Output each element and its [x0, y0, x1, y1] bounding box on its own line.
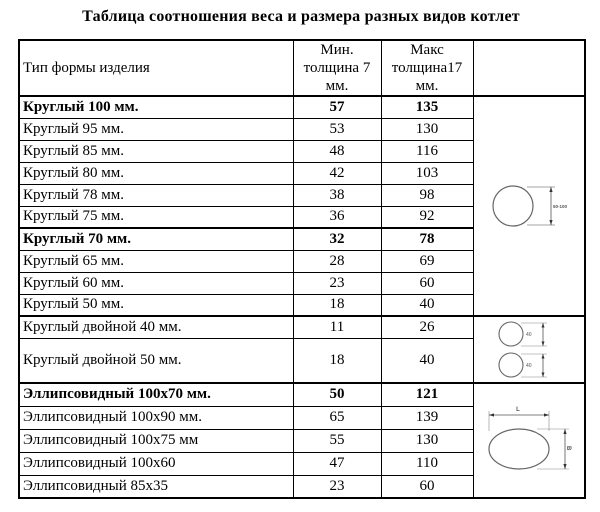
row-min-value: 55 — [293, 429, 381, 452]
row-max-value: 60 — [381, 272, 473, 294]
ellipse-length-label: L — [515, 406, 520, 413]
row-label: Круглый 70 мм. — [19, 228, 293, 250]
row-min-value: 32 — [293, 228, 381, 250]
row-label: Эллипсовидный 100х60 — [19, 452, 293, 475]
ellipse-dimension-diagram — [477, 401, 581, 481]
row-label: Круглый 65 мм. — [19, 250, 293, 272]
row-min-value: 36 — [293, 206, 381, 228]
row-min-value: 53 — [293, 118, 381, 140]
header-min-line1: Мин. — [320, 42, 354, 58]
row-max-value: 92 — [381, 206, 473, 228]
row-min-value: 42 — [293, 162, 381, 184]
header-max-line3: мм. — [415, 78, 439, 94]
row-label: Круглый 80 мм. — [19, 162, 293, 184]
header-diagram-column — [473, 40, 585, 96]
round-shape-diagram — [473, 96, 585, 316]
header-max-thickness — [381, 40, 473, 96]
row-label: Круглый двойной 50 мм. — [19, 338, 293, 383]
row-min-value: 50 — [293, 383, 381, 406]
row-max-value: 110 — [381, 452, 473, 475]
row-label: Круглый 95 мм. — [19, 118, 293, 140]
header-max-line1: Макс — [410, 42, 444, 58]
row-min-value: 48 — [293, 140, 381, 162]
table-row — [19, 96, 585, 118]
header-product-type: Тип формы изделия — [19, 40, 293, 96]
row-label: Круглый двойной 40 мм. — [19, 316, 293, 338]
row-label: Круглый 60 мм. — [19, 272, 293, 294]
row-min-value: 11 — [293, 316, 381, 338]
row-max-value: 103 — [381, 162, 473, 184]
circle-diameter-label: 50-100 — [552, 204, 567, 209]
double-circle-diameter-label-bottom: 40 — [525, 362, 532, 369]
row-max-value: 130 — [381, 429, 473, 452]
ellipse-width-label: B — [564, 445, 571, 450]
row-max-value: 98 — [381, 184, 473, 206]
row-min-value: 18 — [293, 294, 381, 316]
row-label: Круглый 75 мм. — [19, 206, 293, 228]
row-label: Круглый 100 мм. — [19, 96, 293, 118]
double-circle-diameter-label-top: 40 — [525, 331, 532, 338]
circle-dimension-diagram — [479, 170, 579, 242]
row-min-value: 65 — [293, 406, 381, 429]
row-max-value: 135 — [381, 96, 473, 118]
header-max-line2: толщина17 — [391, 60, 463, 76]
header-row — [19, 40, 585, 96]
page-title: Таблица соотношения веса и размера разных видов котлет — [82, 8, 520, 25]
row-min-value: 38 — [293, 184, 381, 206]
row-max-value: 139 — [381, 406, 473, 429]
row-label: Эллипсовидный 100х70 мм. — [19, 383, 293, 406]
row-label: Круглый 85 мм. — [19, 140, 293, 162]
cutlet-weight-size-table — [18, 39, 586, 499]
header-min-line3: мм. — [325, 78, 349, 94]
row-max-value: 121 — [381, 383, 473, 406]
row-min-value: 57 — [293, 96, 381, 118]
row-label: Круглый 50 мм. — [19, 294, 293, 316]
row-max-value: 116 — [381, 140, 473, 162]
ellipse-shape-diagram — [473, 383, 585, 498]
row-label: Круглый 78 мм. — [19, 184, 293, 206]
row-max-value: 78 — [381, 228, 473, 250]
row-min-value: 47 — [293, 452, 381, 475]
table-row — [19, 383, 585, 406]
double-circle-dimension-diagram-bottom — [493, 350, 565, 381]
row-label: Эллипсовидный 100х90 мм. — [19, 406, 293, 429]
double-round-shape-diagram — [473, 316, 585, 383]
row-min-value: 23 — [293, 475, 381, 498]
row-max-value: 69 — [381, 250, 473, 272]
row-min-value: 28 — [293, 250, 381, 272]
row-min-value: 23 — [293, 272, 381, 294]
header-min-line2: толщина 7 — [303, 60, 371, 76]
row-label: Эллипсовидный 85х35 — [19, 475, 293, 498]
double-circle-dimension-diagram-top — [493, 319, 565, 350]
row-max-value: 26 — [381, 316, 473, 338]
header-min-thickness — [293, 40, 381, 96]
row-max-value: 40 — [381, 294, 473, 316]
row-min-value: 18 — [293, 338, 381, 383]
row-max-value: 60 — [381, 475, 473, 498]
row-label: Эллипсовидный 100х75 мм — [19, 429, 293, 452]
row-max-value: 40 — [381, 338, 473, 383]
table-row — [19, 316, 585, 338]
row-max-value: 130 — [381, 118, 473, 140]
